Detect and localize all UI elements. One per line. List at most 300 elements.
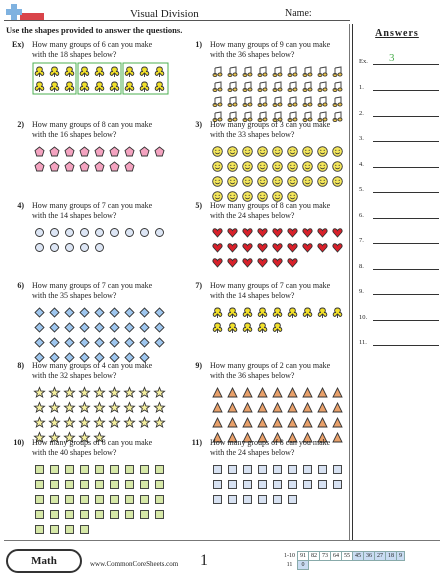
diamond-shape	[62, 335, 77, 350]
answer-row	[359, 310, 439, 322]
subject-badge: Math	[6, 549, 82, 573]
clover-shape	[210, 320, 225, 335]
score-range: 1-10	[284, 553, 295, 559]
answer-blank[interactable]	[373, 116, 439, 117]
note-shape	[240, 79, 255, 94]
triangle-shape	[225, 415, 240, 430]
shape-row	[32, 320, 167, 335]
note-shape	[300, 94, 315, 109]
question-line: with the 16 shapes below?	[32, 130, 117, 139]
question-line: How many groups of 8 can you make	[32, 120, 153, 129]
smiley-shape	[315, 144, 330, 159]
square-shape	[92, 462, 107, 477]
triangle-shape	[240, 400, 255, 415]
answer-label: 9.	[359, 288, 364, 295]
square-shape	[255, 462, 270, 477]
shape-row	[32, 415, 167, 430]
note-shape	[225, 64, 240, 79]
square-shape	[62, 462, 77, 477]
triangle-shape	[210, 385, 225, 400]
square-shape	[107, 477, 122, 492]
square-shape	[225, 462, 240, 477]
note-shape	[225, 94, 240, 109]
question-text	[210, 281, 350, 301]
square-shape	[137, 492, 152, 507]
answer-row	[359, 233, 439, 245]
star-shape	[137, 415, 152, 430]
star-shape	[32, 400, 47, 415]
shape-row	[210, 174, 345, 189]
answer-blank[interactable]	[373, 345, 439, 346]
question-text	[210, 361, 350, 381]
star-shape	[137, 400, 152, 415]
answer-label: 8.	[359, 262, 364, 270]
smiley-shape	[210, 144, 225, 159]
clover-shape	[330, 305, 345, 320]
triangle-shape	[255, 385, 270, 400]
shape-row	[32, 225, 167, 240]
triangle-shape	[285, 400, 300, 415]
note-shape	[315, 94, 330, 109]
pentagon-shape	[122, 144, 137, 159]
square-shape	[62, 492, 77, 507]
shape-grid	[32, 385, 167, 445]
answer-row	[359, 208, 439, 220]
smiley-shape	[210, 159, 225, 174]
answer-row	[359, 284, 439, 296]
star-shape	[107, 400, 122, 415]
shape-row	[210, 492, 345, 507]
diamond-shape	[32, 335, 47, 350]
square-shape	[92, 507, 107, 522]
heart-shape	[225, 240, 240, 255]
answer-blank[interactable]	[373, 192, 439, 193]
answer-blank[interactable]	[373, 167, 439, 168]
shape-row	[32, 335, 167, 350]
question-line: How many groups of 8 can you make	[32, 438, 153, 447]
square-shape	[315, 462, 330, 477]
smiley-shape	[300, 159, 315, 174]
square-shape	[122, 492, 137, 507]
square-shape	[285, 477, 300, 492]
question-number: 4)	[17, 201, 24, 210]
question-line: How many groups of 6 can you make	[32, 40, 153, 49]
shape-row	[32, 507, 167, 522]
star-shape	[47, 385, 62, 400]
square-shape	[77, 477, 92, 492]
square-shape	[315, 477, 330, 492]
shape-grid	[32, 144, 167, 174]
smiley-shape	[330, 174, 345, 189]
answer-row	[359, 182, 439, 194]
answer-blank[interactable]	[373, 320, 439, 321]
diamond-shape	[92, 320, 107, 335]
question-line: with the 40 shapes below?	[32, 448, 117, 457]
square-shape	[32, 492, 47, 507]
shape-row	[210, 305, 345, 320]
circle-shape	[77, 225, 92, 240]
square-shape	[77, 492, 92, 507]
score-cell: 0	[298, 561, 309, 570]
diamond-shape	[62, 320, 77, 335]
question-line: with the 24 shapes below?	[210, 211, 295, 220]
pentagon-shape	[47, 144, 62, 159]
heart-shape	[315, 240, 330, 255]
star-shape	[152, 400, 167, 415]
diamond-shape	[137, 320, 152, 335]
diamond-shape	[107, 335, 122, 350]
square-shape	[77, 507, 92, 522]
question-line: How many groups of 9 can you make	[210, 40, 331, 49]
clover-shape	[300, 305, 315, 320]
question-line: with the 14 shapes below?	[32, 211, 117, 220]
square-shape	[270, 492, 285, 507]
heart-shape	[210, 225, 225, 240]
page-number: 1	[200, 552, 208, 569]
square-shape	[107, 492, 122, 507]
score-cell: 55	[342, 552, 353, 561]
diamond-shape	[107, 305, 122, 320]
answer-label: 10.	[359, 313, 368, 321]
triangle-shape	[255, 415, 270, 430]
star-shape	[77, 400, 92, 415]
smiley-shape	[240, 174, 255, 189]
pentagon-shape	[32, 144, 47, 159]
square-shape	[330, 462, 345, 477]
answer-label: 2.	[359, 109, 364, 117]
smiley-shape	[225, 159, 240, 174]
square-shape	[152, 507, 167, 522]
shape-row	[32, 144, 167, 159]
answer-label: 4.	[359, 160, 364, 168]
square-shape	[47, 522, 62, 537]
question-line: How many groups of 8 can you make	[210, 438, 331, 447]
shape-row	[210, 94, 345, 109]
answer-value: 3	[389, 52, 395, 64]
note-shape	[270, 64, 285, 79]
star-shape	[152, 415, 167, 430]
header-divider	[4, 20, 350, 21]
score-range: 11	[286, 562, 293, 568]
circle-shape	[77, 240, 92, 255]
star-shape	[107, 415, 122, 430]
shape-row	[210, 400, 345, 415]
diamond-shape	[32, 305, 47, 320]
clover-shape	[240, 320, 255, 335]
shape-row	[32, 477, 167, 492]
diamond-shape	[77, 320, 92, 335]
square-shape	[225, 477, 240, 492]
pentagon-shape	[107, 144, 122, 159]
triangle-shape	[225, 385, 240, 400]
question-text	[210, 201, 350, 221]
square-shape	[77, 522, 92, 537]
question-text	[32, 438, 172, 458]
note-shape	[330, 64, 345, 79]
shape-row	[210, 415, 345, 430]
diamond-shape	[137, 305, 152, 320]
circle-shape	[92, 240, 107, 255]
answer-label: 11.	[359, 339, 367, 346]
triangle-shape	[300, 385, 315, 400]
question-line: with the 35 shapes below?	[32, 291, 117, 300]
note-shape	[240, 64, 255, 79]
smiley-shape	[210, 174, 225, 189]
note-shape	[300, 79, 315, 94]
answer-blank[interactable]	[373, 90, 439, 91]
star-shape	[92, 415, 107, 430]
triangle-shape	[270, 415, 285, 430]
note-shape	[330, 79, 345, 94]
triangle-shape	[285, 415, 300, 430]
diamond-shape	[47, 335, 62, 350]
shape-row	[32, 159, 167, 174]
heart-shape	[240, 255, 255, 270]
answer-row	[359, 157, 439, 169]
circle-shape	[152, 225, 167, 240]
diamond-shape	[62, 305, 77, 320]
shape-row	[210, 477, 345, 492]
square-shape	[122, 462, 137, 477]
pentagon-shape	[92, 159, 107, 174]
smiley-shape	[315, 174, 330, 189]
diamond-shape	[152, 335, 167, 350]
page-title: Visual Division	[130, 8, 199, 20]
pentagon-shape	[32, 159, 47, 174]
smiley-shape	[300, 144, 315, 159]
note-shape	[285, 79, 300, 94]
square-shape	[62, 477, 77, 492]
shape-row	[32, 305, 167, 320]
square-shape	[92, 477, 107, 492]
circle-shape	[122, 225, 137, 240]
question-line: with the 33 shapes below?	[210, 130, 295, 139]
square-shape	[270, 462, 285, 477]
logo	[6, 3, 46, 21]
answer-row	[359, 335, 439, 347]
note-shape	[255, 79, 270, 94]
shape-grid	[210, 462, 345, 507]
smiley-shape	[300, 174, 315, 189]
panel-divider	[349, 24, 350, 540]
pentagon-shape	[122, 159, 137, 174]
clover-shape	[225, 305, 240, 320]
question-line: with the 24 shapes below?	[210, 448, 295, 457]
shape-row	[32, 240, 167, 255]
square-shape	[62, 522, 77, 537]
shape-row	[210, 320, 345, 335]
square-shape	[152, 462, 167, 477]
question-line: with the 14 shapes below?	[210, 291, 295, 300]
clover-shape	[240, 305, 255, 320]
name-label: Name:	[285, 8, 312, 19]
smiley-shape	[270, 159, 285, 174]
shape-row	[210, 462, 345, 477]
heart-shape	[210, 240, 225, 255]
pentagon-shape	[62, 144, 77, 159]
square-shape	[47, 477, 62, 492]
heart-shape	[270, 240, 285, 255]
square-shape	[152, 492, 167, 507]
site-url: www.CommonCoreSheets.com	[90, 560, 179, 568]
shape-row	[210, 385, 345, 400]
square-shape	[137, 507, 152, 522]
question-text	[210, 120, 350, 140]
clover-shape	[225, 320, 240, 335]
question-line: with the 36 shapes below?	[210, 371, 295, 380]
pentagon-shape	[77, 159, 92, 174]
heart-shape	[255, 240, 270, 255]
note-shape	[210, 64, 225, 79]
square-shape	[47, 492, 62, 507]
pentagon-shape	[92, 144, 107, 159]
answer-label: 5.	[359, 186, 364, 193]
instructions: Use the shapes provided to answer the questions.	[6, 25, 183, 35]
answer-label: 6.	[359, 211, 364, 219]
shape-row	[210, 64, 345, 79]
square-shape	[107, 462, 122, 477]
star-shape	[47, 415, 62, 430]
shape-grid	[210, 385, 345, 445]
triangle-shape	[315, 400, 330, 415]
shape-row	[32, 462, 167, 477]
answer-blank[interactable]	[373, 294, 439, 295]
question-text	[32, 201, 172, 221]
question-line: with the 32 shapes below?	[32, 371, 117, 380]
question-line: How many groups of 4 can you make	[32, 361, 153, 370]
star-shape	[62, 385, 77, 400]
shape-row	[210, 159, 345, 174]
circle-shape	[32, 225, 47, 240]
square-shape	[255, 477, 270, 492]
shape-grid	[210, 305, 345, 335]
smiley-shape	[255, 144, 270, 159]
question-number: 5)	[195, 201, 202, 210]
square-shape	[270, 477, 285, 492]
triangle-shape	[300, 415, 315, 430]
square-shape	[285, 462, 300, 477]
pentagon-shape	[107, 159, 122, 174]
diamond-shape	[137, 335, 152, 350]
shape-grid	[32, 225, 167, 255]
triangle-shape	[270, 400, 285, 415]
note-shape	[255, 64, 270, 79]
star-shape	[32, 415, 47, 430]
square-shape	[122, 507, 137, 522]
square-shape	[240, 477, 255, 492]
answer-row	[359, 54, 439, 66]
clover-shape	[270, 320, 285, 335]
question-text	[210, 40, 350, 60]
note-shape	[285, 94, 300, 109]
score-cell: 73	[320, 552, 331, 561]
shape-row	[32, 400, 167, 415]
circle-shape	[62, 240, 77, 255]
question-text	[210, 438, 350, 458]
answer-blank[interactable]	[373, 141, 439, 142]
square-shape	[47, 507, 62, 522]
star-shape	[32, 385, 47, 400]
question-line: How many groups of 2 can you make	[210, 361, 331, 370]
answer-row	[359, 80, 439, 92]
smiley-shape	[255, 174, 270, 189]
square-shape	[240, 492, 255, 507]
note-shape	[210, 94, 225, 109]
heart-shape	[210, 255, 225, 270]
shape-row	[32, 522, 167, 537]
heart-shape	[225, 255, 240, 270]
question-text	[32, 120, 172, 140]
score-cell: 64	[331, 552, 342, 561]
answer-blank[interactable]	[373, 218, 439, 219]
heart-shape	[255, 225, 270, 240]
question-line: How many groups of 8 can you make	[210, 201, 331, 210]
circle-shape	[107, 225, 122, 240]
square-shape	[210, 492, 225, 507]
clover-shape	[255, 320, 270, 335]
smiley-shape	[225, 174, 240, 189]
note-shape	[255, 94, 270, 109]
square-shape	[32, 462, 47, 477]
note-shape	[240, 94, 255, 109]
smiley-shape	[270, 174, 285, 189]
shape-row	[210, 144, 345, 159]
diamond-shape	[152, 305, 167, 320]
clover-shape	[285, 305, 300, 320]
smiley-shape	[315, 159, 330, 174]
score-cell: 91	[298, 552, 309, 561]
example-group-outlines	[32, 62, 172, 107]
answer-row	[359, 106, 439, 118]
answers-title: Answers	[375, 28, 419, 39]
square-shape	[210, 477, 225, 492]
question-number: Ex)	[12, 40, 24, 49]
answer-blank[interactable]	[373, 243, 439, 244]
pentagon-shape	[47, 159, 62, 174]
square-shape	[32, 507, 47, 522]
question-number: 7)	[195, 281, 202, 290]
score-cell: 9	[397, 552, 405, 561]
diamond-shape	[92, 305, 107, 320]
question-number: 9)	[195, 361, 202, 370]
smiley-shape	[240, 159, 255, 174]
answer-label: 7.	[359, 237, 364, 244]
heart-shape	[300, 240, 315, 255]
square-shape	[300, 477, 315, 492]
diamond-shape	[47, 305, 62, 320]
square-shape	[330, 477, 345, 492]
score-table	[282, 551, 405, 570]
heart-shape	[315, 225, 330, 240]
square-shape	[122, 477, 137, 492]
shape-grid	[210, 64, 345, 124]
triangle-shape	[240, 385, 255, 400]
score-cell: 18	[386, 552, 397, 561]
triangle-shape	[330, 400, 345, 415]
square-shape	[137, 477, 152, 492]
square-shape	[47, 462, 62, 477]
star-shape	[107, 385, 122, 400]
note-shape	[225, 79, 240, 94]
smiley-shape	[285, 144, 300, 159]
answer-blank[interactable]	[373, 64, 439, 65]
star-shape	[152, 385, 167, 400]
square-shape	[300, 462, 315, 477]
star-shape	[47, 400, 62, 415]
square-shape	[152, 477, 167, 492]
answer-blank[interactable]	[373, 269, 439, 270]
triangle-shape	[285, 385, 300, 400]
